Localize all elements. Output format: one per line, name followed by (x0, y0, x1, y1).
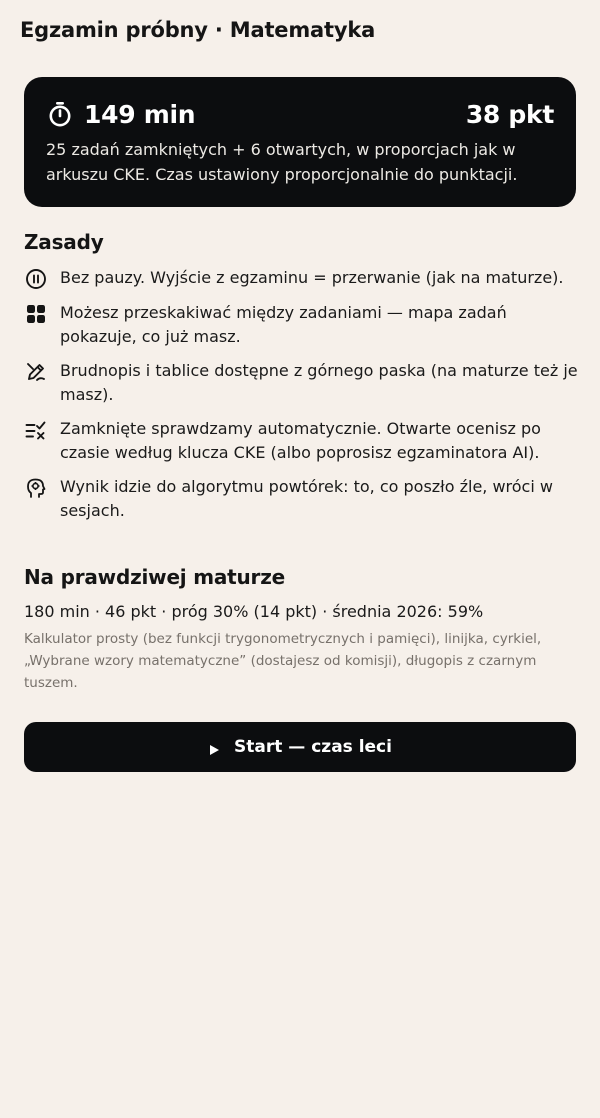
page-title: Egzamin próbny · Matematyka (20, 18, 376, 42)
rule-text: Brudnopis i tablice dostępne z górnego paska (na maturze też je masz). (60, 361, 578, 404)
start-button-label: Start — czas leci (234, 737, 392, 757)
pause-icon (24, 267, 48, 291)
rule-text: Możesz przeskakiwać między zadaniami — mapa zadań pokazuje, co już masz. (60, 303, 507, 346)
brain-head-icon (24, 476, 48, 500)
duration-block (46, 100, 195, 129)
stopwatch-icon (46, 100, 74, 128)
real-exam-note: Kalkulator prosty (bez funkcji trygonometrycznych i pamięci), linijka, cyrkiel, „Wybrane wzory matematyczne” (dostajesz od komisji), długopis z czarnym tuszem. (24, 631, 542, 691)
start-button[interactable] (24, 722, 576, 772)
list-item (24, 266, 580, 291)
exam-description: 25 zadań zamkniętych + 6 otwartych, w proporcjach jak w arkuszu CKE. Czas ustawiony proporcjonalnie do punktacji. (46, 140, 518, 184)
list-item (24, 301, 580, 349)
rules-heading: Zasady (24, 230, 104, 254)
pencil-icon (24, 360, 48, 384)
exam-duration: 149 min (84, 99, 196, 129)
real-exam-stats: 180 min · 46 pkt · próg 30% (14 pkt) · średnia 2026: 59% (24, 602, 484, 621)
exam-points: 38 pkt (465, 99, 554, 129)
rule-text: Zamknięte sprawdzamy automatycznie. Otwarte ocenisz po czasie według klucza CKE (albo poprosisz egzaminatora AI). (60, 419, 541, 462)
list-item (24, 359, 580, 407)
summary-top-row (46, 97, 554, 131)
exam-summary-card (24, 77, 576, 207)
list-item (24, 417, 580, 465)
play-icon (208, 741, 220, 753)
real-exam-heading: Na prawdziwej maturze (24, 565, 286, 589)
checklist-icon (24, 418, 48, 442)
list-item (24, 475, 580, 523)
rule-text: Bez pauzy. Wyjście z egzaminu = przerwanie (jak na maturze). (60, 268, 564, 287)
grid-icon (24, 302, 48, 326)
rule-text: Wynik idzie do algorytmu powtórek: to, co poszło źle, wróci w sesjach. (60, 477, 553, 520)
rules-list (24, 266, 580, 533)
